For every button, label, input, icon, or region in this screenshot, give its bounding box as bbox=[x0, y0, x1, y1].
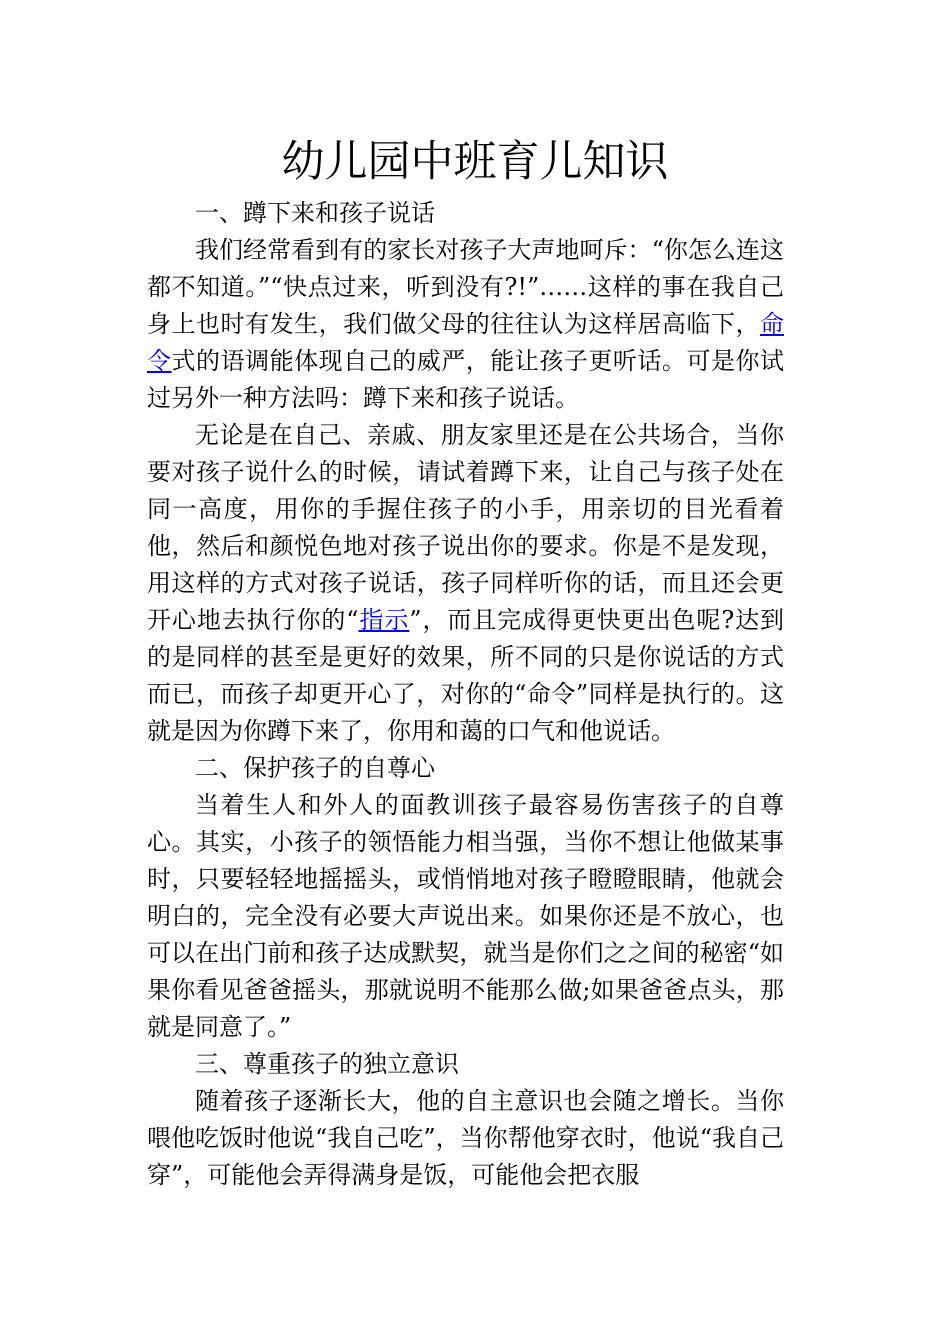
paragraph-text: 无论是在自己、亲戚、朋友家里还是在公共场合，当你要对孩子说什么的时候，请试着蹲下来，让自己与孩子处在同一高度，用你的手握住孩子的小手，用亲切的目光看着他，然后和颜悦色地对孩子说出你的要求。你是不是发现，用这样的方式对孩子说话，孩子同样听你的话，而且还会更开心地去执行你的“ bbox=[147, 421, 784, 634]
instruction-link[interactable]: 指示 bbox=[358, 606, 410, 634]
command-link[interactable]: 命令 bbox=[147, 310, 784, 375]
paragraph bbox=[147, 232, 784, 417]
paragraph-text: ”，而且完成得更快更出色呢?达到的是同样的甚至是更好的效果，所不同的只是你说话的方式而已，而孩子却更开心了，对你的“命令”同样是执行的。这就是因为你蹲下来了，你用和蔼的口气和他说话。 bbox=[147, 606, 785, 745]
paragraph-text: 我们经常看到有的家长对孩子大声地呵斥：“你怎么连这都不知道。”“快点过来，听到没有?!”……这样的事在我自己身上也时有发生，我们做父母的往往认为这样居高临下， bbox=[147, 236, 784, 338]
paragraph bbox=[147, 417, 784, 750]
section-heading: 二、保护孩子的自尊心 bbox=[195, 754, 435, 782]
paragraph-text: 式的语调能体现自己的威严，能让孩子更听话。可是你试过另外一种方法吗：蹲下来和孩子说话。 bbox=[147, 347, 785, 412]
section-heading: 一、蹲下来和孩子说话 bbox=[195, 199, 435, 227]
document-title: 幼儿园中班育儿知识 bbox=[281, 137, 669, 187]
paragraph: 当着生人和外人的面教训孩子最容易伤害孩子的自尊心。其实，小孩子的领悟能力相当强，当你不想让他做某事时，只要轻轻地摇摇头，或悄悄地对孩子瞪瞪眼睛，他就会明白的，完全没有必要大声说出来。如果你还是不放心，也可以在出门前和孩子达成默契，就当是你们之之间的秘密“如果你看见爸爸摇头，那就说明不能那么做;如果爸爸点头，那就是同意了。” bbox=[147, 791, 784, 1041]
document-body bbox=[147, 195, 784, 1194]
section-heading: 三、尊重孩子的独立意识 bbox=[195, 1050, 459, 1078]
paragraph: 随着孩子逐渐长大，他的自主意识也会随之增长。当你喂他吃饭时他说“我自己吃”，当你帮他穿衣时，他说“我自己穿”，可能他会弄得满身是饭，可能他会把衣服 bbox=[147, 1087, 784, 1189]
